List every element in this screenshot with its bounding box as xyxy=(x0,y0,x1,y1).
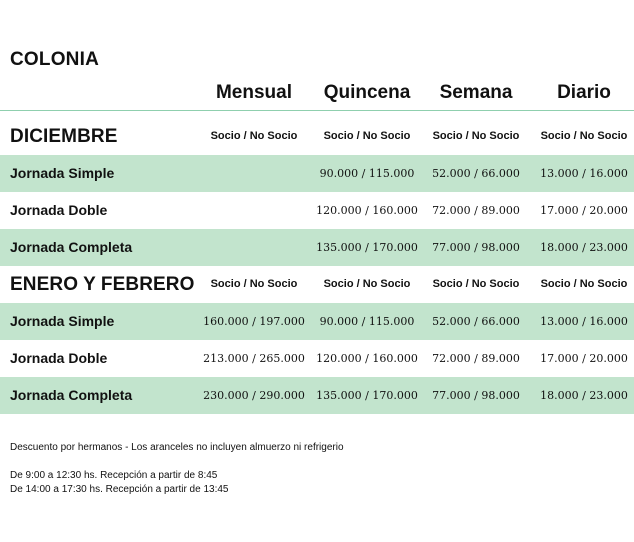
subheader-quincena: Socio / No Socio xyxy=(323,130,411,142)
table-row xyxy=(0,229,634,266)
page-title: COLONIA xyxy=(10,49,100,70)
price-quincena: 135.000 / 170.000 xyxy=(316,241,418,254)
price-diario: 18.000 / 23.000 xyxy=(540,389,628,402)
schedule-afternoon: De 14:00 a 17:30 hs. Recepción a partir de 13:45 xyxy=(10,484,229,495)
column-header-semana: Semana xyxy=(439,82,513,103)
subheader-semana: Socio / No Socio xyxy=(432,278,520,290)
price-semana: 77.000 / 98.000 xyxy=(432,241,520,254)
price-semana: 72.000 / 89.000 xyxy=(432,352,520,365)
discount-note: Descuento por hermanos - Los aranceles no incluyen almuerzo ni refrigerio xyxy=(10,442,344,453)
price-diario: 18.000 / 23.000 xyxy=(540,241,628,254)
price-semana: 77.000 / 98.000 xyxy=(432,389,520,402)
section-header-enero-febrero xyxy=(0,266,634,303)
table-row xyxy=(0,192,634,229)
price-quincena: 90.000 / 115.000 xyxy=(319,167,415,180)
price-semana: 72.000 / 89.000 xyxy=(432,204,520,217)
price-mensual: 160.000 / 197.000 xyxy=(203,315,305,328)
table-row xyxy=(0,303,634,340)
header-divider xyxy=(0,110,634,111)
section-title: DICIEMBRE xyxy=(10,126,118,147)
price-quincena: 120.000 / 160.000 xyxy=(316,204,418,217)
price-mensual: 230.000 / 290.000 xyxy=(203,389,305,402)
row-label: Jornada Simple xyxy=(10,313,115,329)
schedule-morning: De 9:00 a 12:30 hs. Recepción a partir de 8:45 xyxy=(10,470,218,481)
subheader-mensual: Socio / No Socio xyxy=(210,278,298,290)
price-quincena: 135.000 / 170.000 xyxy=(316,389,418,402)
subheader-diario: Socio / No Socio xyxy=(540,278,628,290)
column-header-mensual: Mensual xyxy=(215,82,293,103)
row-label: Jornada Completa xyxy=(10,387,133,403)
row-label: Jornada Simple xyxy=(10,165,115,181)
price-diario: 13.000 / 16.000 xyxy=(540,167,628,180)
column-header-quincena: Quincena xyxy=(323,82,411,103)
price-diario: 17.000 / 20.000 xyxy=(540,352,628,365)
section-title: ENERO Y FEBRERO xyxy=(10,274,195,295)
price-mensual: 213.000 / 265.000 xyxy=(203,352,305,365)
subheader-quincena: Socio / No Socio xyxy=(323,278,411,290)
subheader-semana: Socio / No Socio xyxy=(432,130,520,142)
row-label: Jornada Doble xyxy=(10,350,108,366)
price-quincena: 120.000 / 160.000 xyxy=(316,352,418,365)
price-quincena: 90.000 / 115.000 xyxy=(319,315,415,328)
section-header-diciembre xyxy=(0,118,634,155)
column-header-diario: Diario xyxy=(557,82,611,103)
table-row xyxy=(0,155,634,192)
tariff-table xyxy=(0,118,634,414)
price-semana: 52.000 / 66.000 xyxy=(432,167,520,180)
row-label: Jornada Doble xyxy=(10,202,108,218)
subheader-mensual: Socio / No Socio xyxy=(210,130,298,142)
table-row xyxy=(0,340,634,377)
table-row xyxy=(0,377,634,414)
price-diario: 17.000 / 20.000 xyxy=(540,204,628,217)
row-label: Jornada Completa xyxy=(10,239,133,255)
subheader-diario: Socio / No Socio xyxy=(540,130,628,142)
column-headers xyxy=(0,82,634,108)
price-diario: 13.000 / 16.000 xyxy=(540,315,628,328)
price-semana: 52.000 / 66.000 xyxy=(432,315,520,328)
